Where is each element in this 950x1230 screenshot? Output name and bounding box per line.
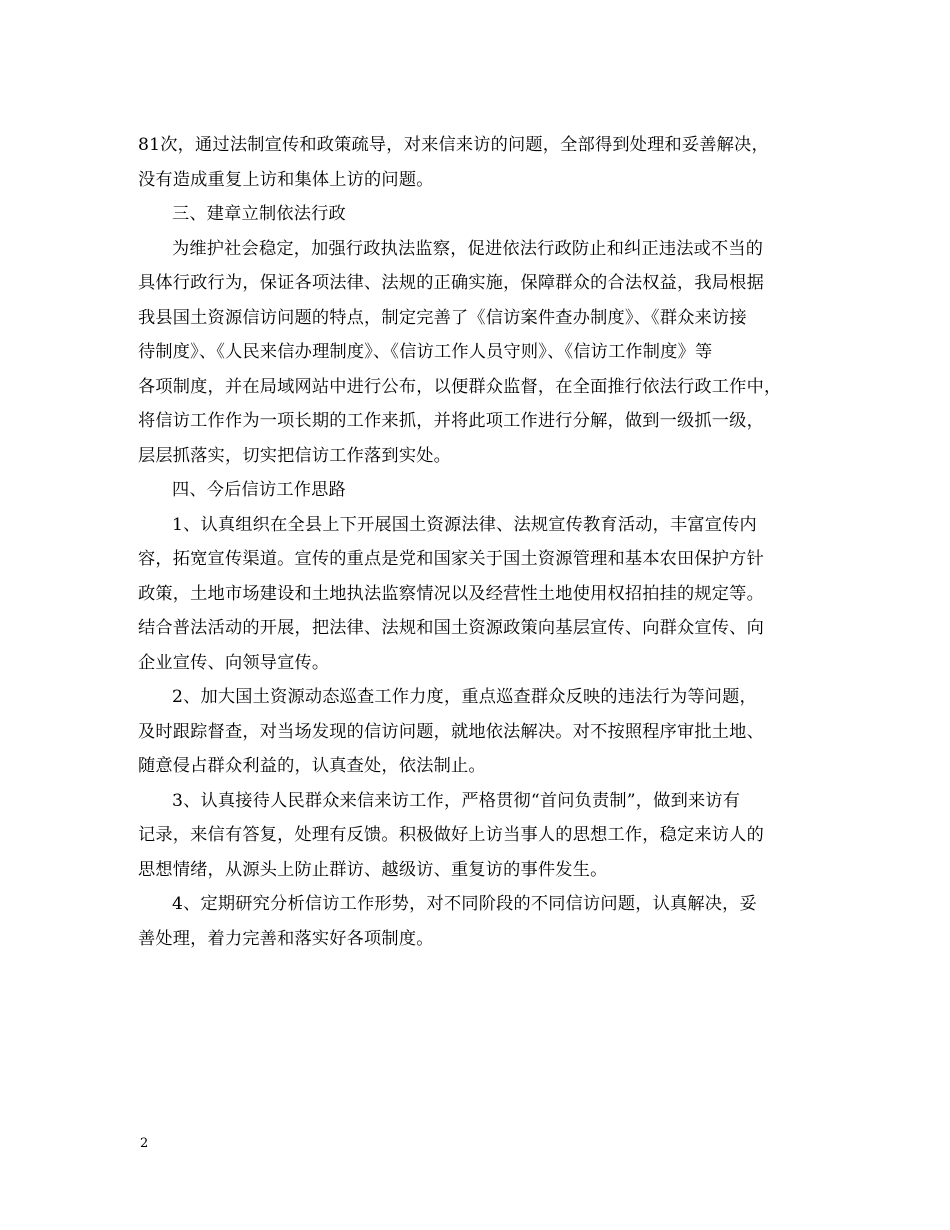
text-line: 为维护社会稳定，加强行政执法监察，促进依法行政防止和纠正违法或不当的	[172, 238, 764, 259]
text-line: 各项制度，并在局域网站中进行公布，以便群众监督，在全面推行依法行政工作中，	[138, 376, 782, 397]
text-line: 2、加大国土资源动态巡查工作力度，重点巡查群众反映的违法行为等问题，	[172, 687, 757, 707]
text-line: 容，拓宽宣传渠道。宣传的重点是党和国家关于国土资源管理和基本农田保护方针	[138, 549, 764, 569]
text-line: 记录，来信有答复，处理有反馈。积极做好上访当事人的思想工作，稳定来访人的	[138, 825, 764, 845]
text-line: 1、认真组织在全县上下开展国土资源法律、法规宣传教育活动，丰富宣传内	[172, 514, 757, 535]
text-line: 随意侵占群众利益的，认真查处，依法制止。	[138, 756, 486, 776]
text-line: 善处理，着力完善和落实好各项制度。	[138, 928, 434, 949]
text-line: 具体行政行为，保证各项法律、法规的正确实施，保障群众的合法权益，我局根据	[138, 273, 764, 293]
text-line: 待制度》、《人民来信办理制度》、《信访工作人员守则》、《信访工作制度》等	[138, 342, 713, 362]
section-heading: 三、建章立制依法行政	[172, 204, 346, 224]
text-line: 层层抓落实，切实把信访工作落到实处。	[138, 445, 451, 466]
text-line: 政策，土地市场建设和土地执法监察情况以及经营性土地使用权招拍挂的规定等。	[138, 583, 764, 604]
text-line: 及时跟踪督查，对当场发现的信访问题，就地依法解决。对不按照程序审批土地、	[138, 721, 764, 742]
text-line: 3、认真接待人民群众来信来访工作，严格贯彻“首问负责制”，做到来访有	[172, 790, 741, 811]
text-line: 思想情绪，从源头上防止群访、越级访、重复访的事件发生。	[138, 859, 608, 880]
page-number: 2	[140, 1136, 149, 1151]
text-line: 将信访工作作为一项长期的工作来抓，并将此项工作进行分解，做到一级抓一级，	[138, 411, 764, 431]
text-line: 没有造成重复上访和集体上访的问题。	[138, 169, 434, 190]
body-text	[138, 128, 824, 956]
text-line: 我县国土资源信访问题的特点，制定完善了《信访案件查办制度》、《群众来访接	[138, 307, 747, 328]
text-line: 企业宣传、向领导宣传。	[138, 652, 330, 673]
section-heading: 四、今后信访工作思路	[172, 480, 346, 500]
text-line: 结合普法活动的开展，把法律、法规和国土资源政策向基层宣传、向群众宣传、向	[138, 618, 764, 638]
text-line: 81次，通过法制宣传和政策疏导，对来信来访的问题，全部得到处理和妥善解决，	[138, 135, 769, 155]
text-line: 4、定期研究分析信访工作形势，对不同阶段的不同信访问题，认真解决，妥	[172, 894, 757, 914]
